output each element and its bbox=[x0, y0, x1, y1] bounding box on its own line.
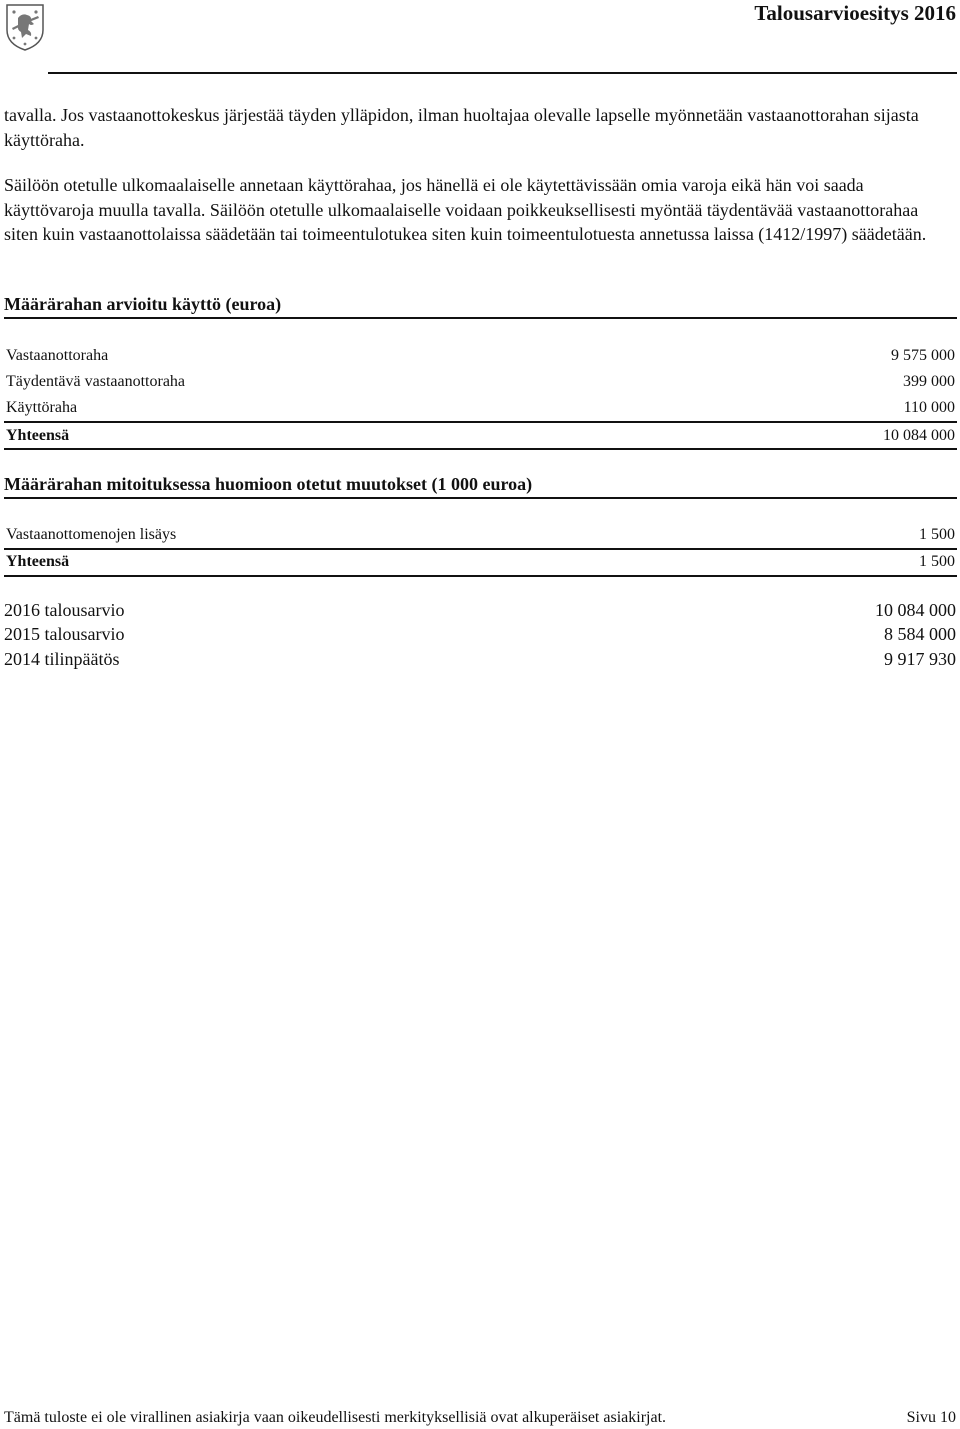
table1-total-rule bbox=[4, 421, 957, 423]
total-label: Yhteensä bbox=[6, 553, 70, 570]
summary-value: 8 584 000 bbox=[884, 624, 956, 644]
body-paragraph-1 bbox=[4, 103, 956, 152]
summary-row bbox=[4, 622, 956, 646]
row-value: 399 000 bbox=[903, 373, 955, 390]
table-row bbox=[6, 524, 955, 546]
paragraph-text: Säilöön otetulle ulkomaalaiselle annetaan käyttörahaa, jos hänellä ei ole käytettävissään omia varoja eikä hän voi saada käyttövaroja muulla tavalla. Säilöön otetulle ulkomaalaiselle voidaan poikkeuksellisesti myöntää täydentävää vastaanottorahaa siten kuin vastaanottolaissa säädetään tai toimeentulotukea siten kuin toimeentulotuesta annetussa laissa (1412/1997) säädetään. bbox=[4, 175, 927, 244]
row-value: 1 500 bbox=[919, 526, 955, 543]
table1-total-row bbox=[6, 425, 955, 447]
table-row bbox=[6, 371, 955, 393]
table1-heading: Määrärahan arvioitu käyttö (euroa) bbox=[4, 294, 282, 314]
document-title: Talousarvioesitys 2016 bbox=[754, 1, 956, 25]
footer-disclaimer: Tämä tuloste ei ole virallinen asiakirja vaan oikeudellisesti merkityksellisiä ovat alkuperäiset asiakirjat. bbox=[4, 1409, 667, 1426]
summary-value: 9 917 930 bbox=[884, 649, 956, 669]
paragraph-text: tavalla. Jos vastaanottokeskus järjestää täyden ylläpidon, ilman huoltajaa olevalle lapselle myönnetään vastaanottorahan sijasta käyttöraha. bbox=[4, 105, 919, 150]
summary-value: 10 084 000 bbox=[875, 600, 956, 620]
table1-heading-rule bbox=[4, 317, 957, 319]
table2-heading: Määrärahan mitoituksessa huomioon otetut muutokset (1 000 euroa) bbox=[4, 474, 533, 494]
table2-total-row bbox=[6, 551, 955, 573]
total-value: 1 500 bbox=[919, 553, 955, 570]
table1-bottom-rule bbox=[4, 448, 957, 450]
coat-of-arms-logo-icon bbox=[4, 2, 46, 52]
summary-row bbox=[4, 647, 956, 671]
table2-total-rule bbox=[4, 548, 957, 550]
table2-heading-rule bbox=[4, 497, 957, 499]
summary-label: 2014 tilinpäätös bbox=[4, 649, 120, 669]
summary-label: 2015 talousarvio bbox=[4, 624, 125, 644]
table2-bottom-rule bbox=[4, 575, 957, 577]
row-value: 110 000 bbox=[903, 399, 955, 416]
summary-row bbox=[4, 598, 956, 622]
row-label: Vastaanottoraha bbox=[6, 347, 109, 364]
page-footer bbox=[4, 1408, 956, 1428]
row-label: Vastaanottomenojen lisäys bbox=[6, 526, 177, 543]
header-rule bbox=[48, 72, 957, 74]
body-paragraph-2 bbox=[4, 173, 956, 247]
row-label: Käyttöraha bbox=[6, 399, 78, 416]
summary-label: 2016 talousarvio bbox=[4, 600, 125, 620]
total-label: Yhteensä bbox=[6, 427, 70, 444]
page-number: Sivu 10 bbox=[906, 1409, 956, 1426]
total-value: 10 084 000 bbox=[883, 427, 955, 444]
table-row bbox=[6, 345, 955, 367]
row-value: 9 575 000 bbox=[891, 347, 955, 364]
row-label: Täydentävä vastaanottoraha bbox=[6, 373, 186, 390]
table-row bbox=[6, 397, 955, 419]
